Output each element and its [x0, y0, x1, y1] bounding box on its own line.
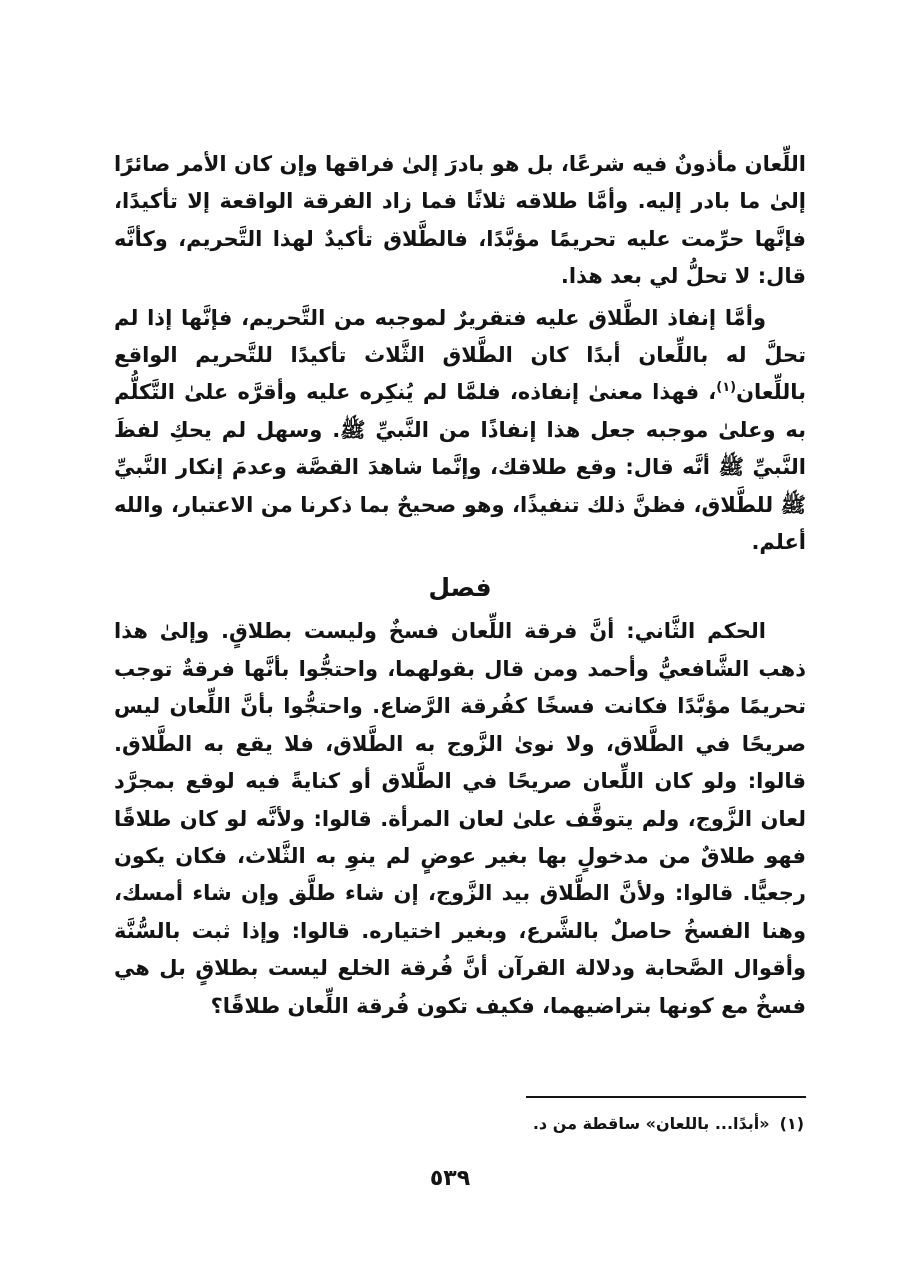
- paragraph-2-text-start: وأمَّا إنفاذ الطَّلاق عليه فتقريرٌ لموجبه من التَّحريم، فإنَّها إذا لم تحلَّ له باللِّعان أبدًا كان الطَّلاق الثَّلاث تأكيدًا للتَّحريم الواقع باللِّعان: [114, 305, 806, 405]
- paragraph-2-text-end: ، فهذا معنىٰ إنفاذه، فلمَّا لم يُنكِره عليه وأقرَّه علىٰ التَّكلُّم به وعلىٰ موجبه جعل هذا إنفاذًا من النَّبيِّ ﷺ. وسهل لم يحكِ لفظَ النَّبيِّ ﷺ أنَّه قال: وقع طلاقك، وإنَّما شاهدَ القصَّة وعدمَ إنكار النَّبيِّ ﷺ للطَّلاق، فظنَّ ذلك تنفيذًا، وهو صحيحٌ بما ذكرنا من الاعتبار، والله أعلم.: [114, 380, 806, 555]
- paragraph-3: [114, 613, 806, 1024]
- footnote-reference[interactable]: (١): [716, 380, 737, 396]
- paragraph-1-text: اللِّعان مأذونٌ فيه شرعًا، بل هو بادرَ إلىٰ فراقها وإن كان الأمر صائرًا إلىٰ ما بادر إليه. وأمَّا طلاقه ثلاثًا فما زاد الفرقة الواقعة إلا تأكيدًا، فإنَّها حرِّمت عليه تحريمًا مؤبَّدًا، فالطَّلاق تأكيدٌ لهذا التَّحريم، وكأنَّه قال: لا تحلُّ لي بعد هذا.: [114, 152, 806, 289]
- footnote-divider: [526, 1096, 806, 1098]
- footnote: [112, 1112, 804, 1136]
- page-body: [114, 146, 806, 1025]
- paragraph-3-text: أنَّ فرقة اللِّعان فسخٌ وليست بطلاقٍ. وإلىٰ هذا ذهب الشَّافعيُّ وأحمد ومن قال بقولهما، واحتجُّوا بأنَّها فرقةٌ توجب تحريمًا مؤبَّدًا فكانت فسخًا كفُرقة الرَّضاع. واحتجُّوا بأنَّ اللِّعان ليس صريحًا في الطَّلاق، ولا نوىٰ الزَّوج به الطَّلاق، فلا يقع به الطَّلاق. قالوا: ولو كان اللِّعان صريحًا في الطَّلاق أو كنايةً فيه لوقع بمجرَّد لعان الزَّوج، ولم يتوقَّف علىٰ لعان المرأة. قالوا: ولأنَّه لو كان طلاقًا فهو طلاقٌ من مدخولٍ بها بغير عوضٍ لم ينوِ به الثَّلاث، فكان يكون رجعيًّا. قالوا: ولأنَّ الطَّلاق بيد الزَّوج، إن شاء طلَّق وإن شاء أمسك، وهنا الفسخُ حاصلٌ بالشَّرع، وبغير اختياره. قالوا: وإذا ثبت بالسُّنَّة وأقوال الصَّحابة ودلالة القرآن أنَّ فُرقة الخلع ليست بطلاقٍ بل هي فسخٌ مع كونها بتراضيهما، فكيف تكون فُرقة اللِّعان طلاقًا؟: [114, 619, 806, 1018]
- footnote-text: «أبدًا... باللعان» ساقطة من د.: [532, 1114, 770, 1133]
- section-heading: فصل: [428, 573, 492, 603]
- paragraph-2: [114, 300, 806, 562]
- paragraph-1: [114, 146, 806, 296]
- paragraph-3-lead: الحكم الثَّاني:: [626, 619, 767, 644]
- page-number: ٥٣٩: [429, 1166, 471, 1191]
- footnote-number: (١): [779, 1114, 804, 1133]
